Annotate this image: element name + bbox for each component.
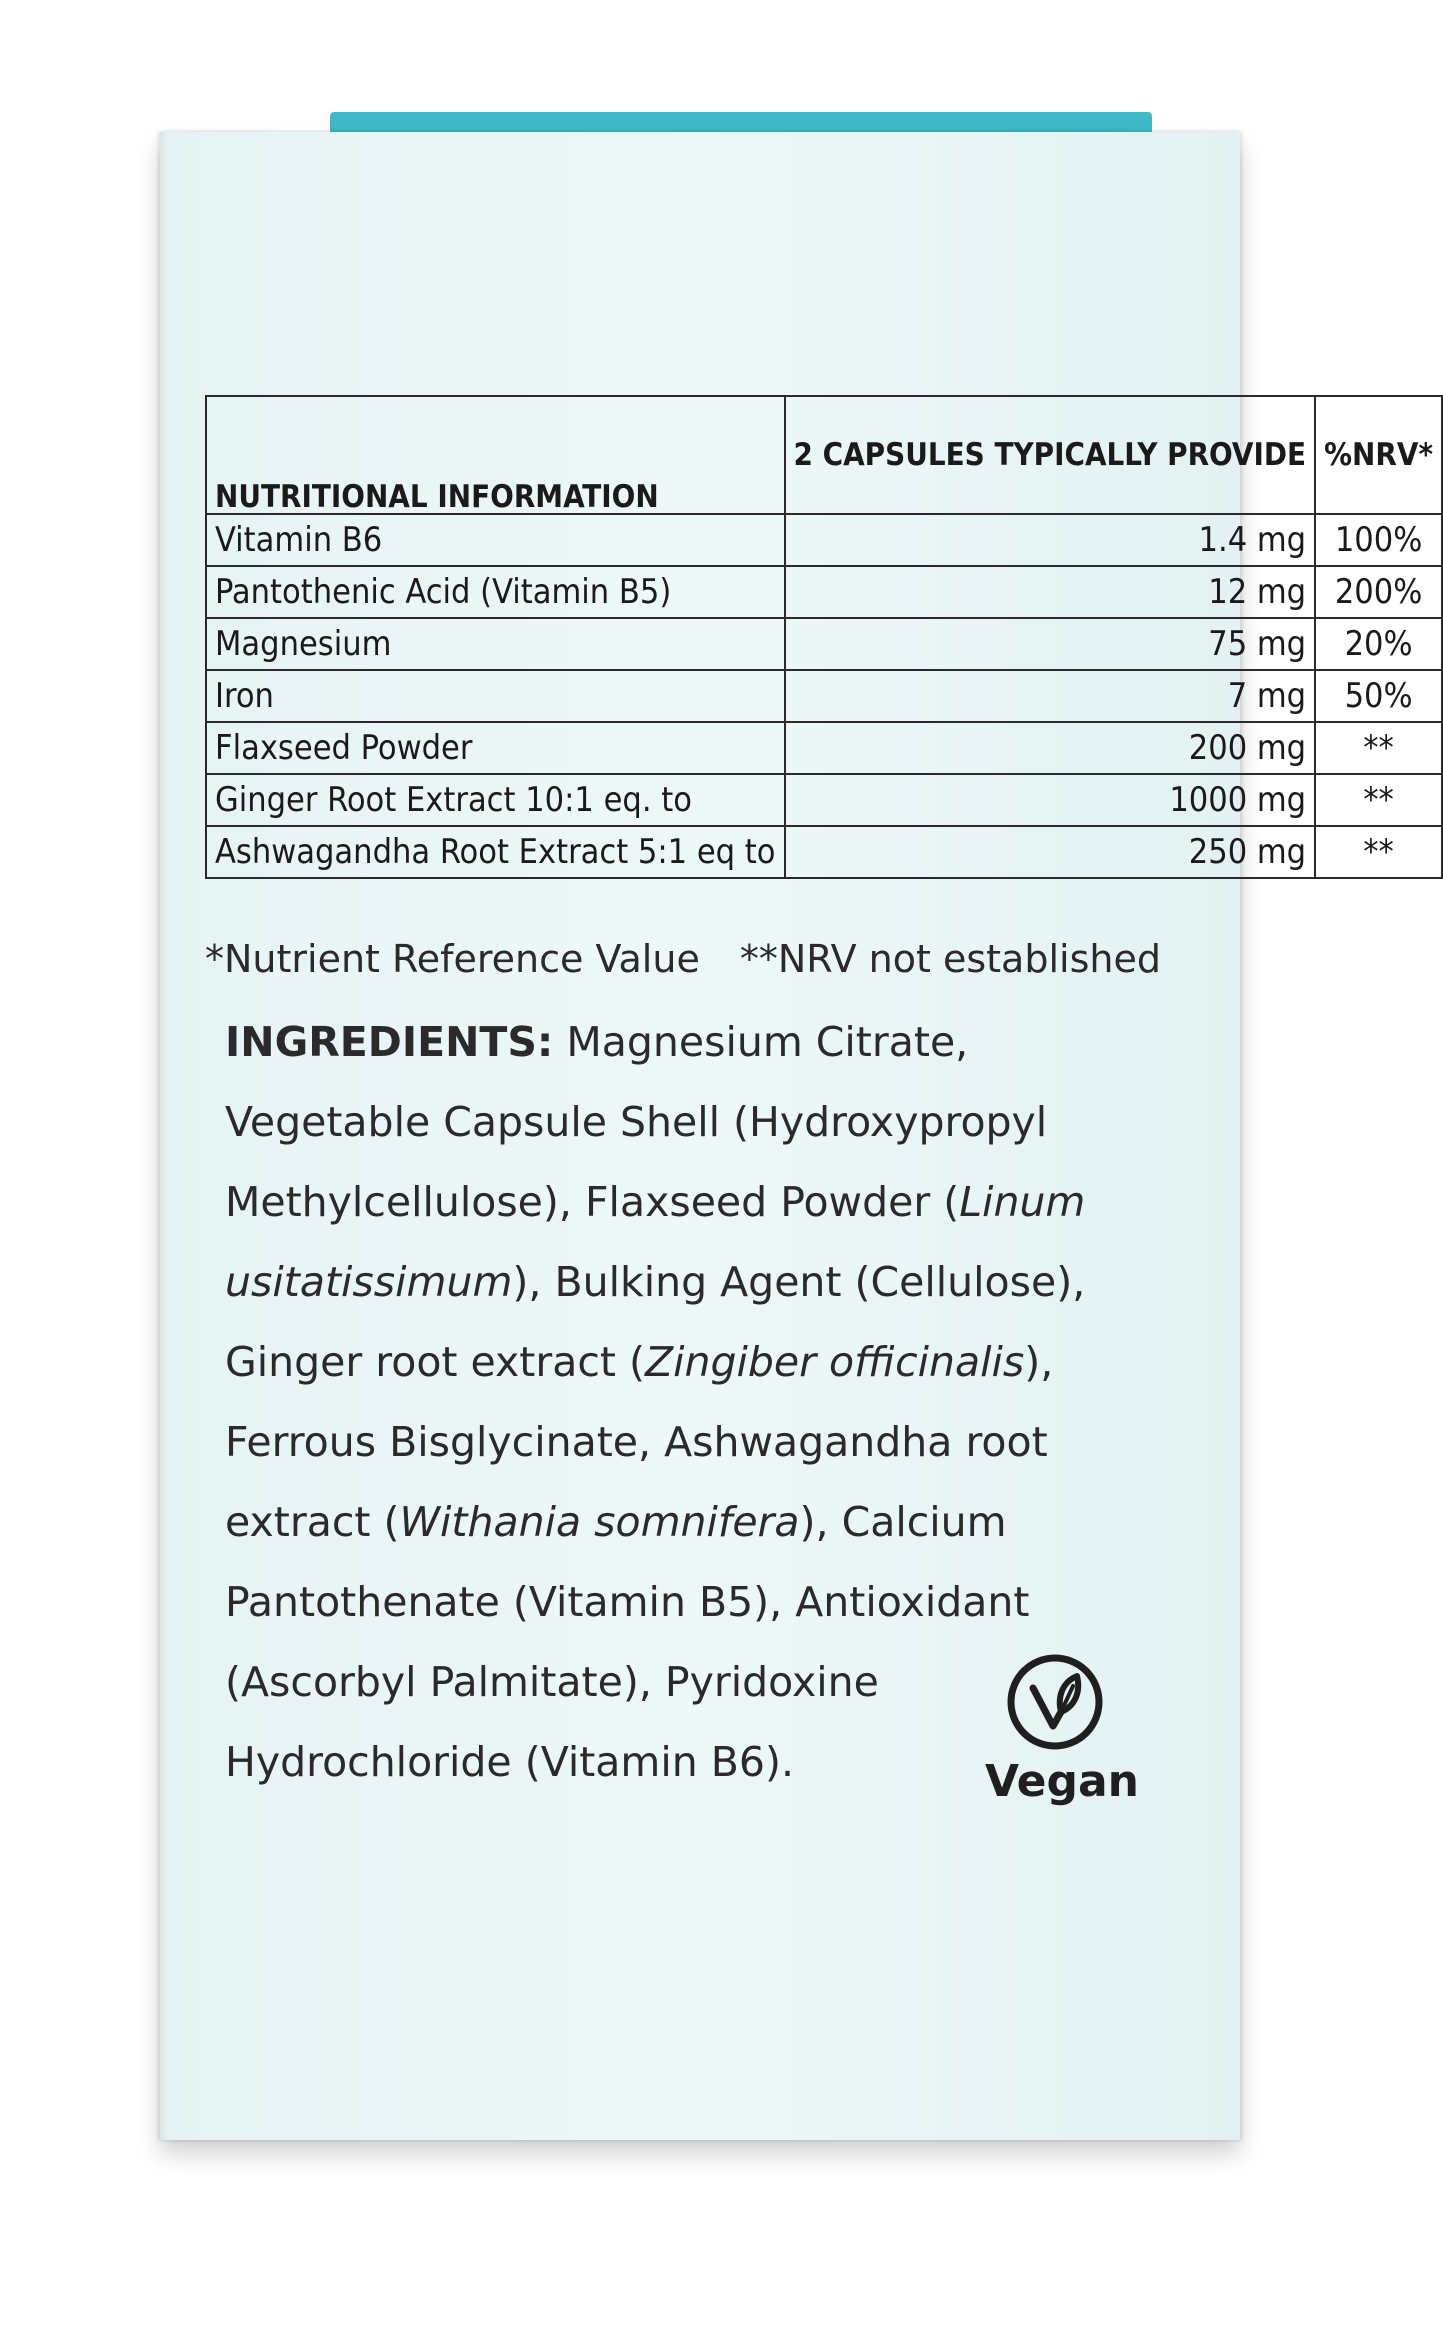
nutrient-name: Ginger Root Extract 10:1 eq. to [206,774,785,826]
nutrient-amount: 1.4 mg [785,514,1316,566]
nutrient-nrv: 200% [1315,566,1442,618]
nutrient-nrv: 50% [1315,670,1442,722]
nutrient-nrv: ** [1315,722,1442,774]
nutrient-name: Pantothenic Acid (Vitamin B5) [206,566,785,618]
nutrient-name: Ashwagandha Root Extract 5:1 eq to [206,826,785,878]
header-nutritional-information: NUTRITIONAL INFORMATION [206,396,785,514]
nutrient-nrv: 20% [1315,618,1442,670]
footnote-nrv: *Nutrient Reference Value [205,937,700,981]
box-edge-shadow [160,132,168,2140]
nutrient-amount: 250 mg [785,826,1316,878]
ingredients-latin-name: Linum usitatissimum [225,1178,1086,1306]
table-row [206,670,1442,722]
ingredients-part: Magnesium Citrate, Vegetable Capsule Shell (Hydroxypropyl Methylcellulose), Flaxseed Powder ( [225,1018,1048,1226]
vegan-badge [985,1652,1139,1807]
nutrient-amount: 1000 mg [785,774,1316,826]
nutrient-nrv: ** [1315,774,1442,826]
nutrient-nrv: 100% [1315,514,1442,566]
ingredients-latin-name: Withania somnifera [399,1498,800,1546]
ingredients-part: ), Bulking Agent (Cellulose), Ginger root extract ( [225,1258,1086,1386]
table-row [206,826,1442,878]
table-row [206,618,1442,670]
header-nrv: %NRV* [1315,396,1442,514]
ingredients-label: INGREDIENTS: [225,1018,554,1066]
nutrient-amount: 200 mg [785,722,1316,774]
nrv-footnotes [205,937,1205,981]
header-capsules-provide: 2 CAPSULES TYPICALLY PROVIDE [785,396,1316,514]
table-row [206,722,1442,774]
nutrient-name: Magnesium [206,618,785,670]
footnote-not-established: **NRV not established [739,937,1161,981]
product-box-panel [160,132,1434,2140]
ingredients-part: ), Ferrous Bisglycinate, Ashwagandha root extract ( [225,1338,1054,1546]
table-row [206,514,1442,566]
table-row [206,566,1442,618]
ingredients-part: ), Calcium Pantothenate (Vitamin B5), Antioxidant (Ascorbyl Palmitate), Pyridoxine Hydrochloride (Vitamin B6). [225,1498,1030,1786]
nutrition-table [205,395,1443,879]
nutrient-amount: 12 mg [785,566,1316,618]
nutrition-table-header [206,396,1442,514]
vegan-label: Vegan [985,1756,1139,1807]
nutrient-name: Vitamin B6 [206,514,785,566]
nutrient-name: Iron [206,670,785,722]
vegan-leaf-icon [1005,1652,1105,1752]
nutrient-name: Flaxseed Powder [206,722,785,774]
nutrient-nrv: ** [1315,826,1442,878]
nutrient-amount: 75 mg [785,618,1316,670]
ingredients-latin-name: Zingiber officinalis [645,1338,1025,1386]
table-row [206,774,1442,826]
nutrient-amount: 7 mg [785,670,1316,722]
